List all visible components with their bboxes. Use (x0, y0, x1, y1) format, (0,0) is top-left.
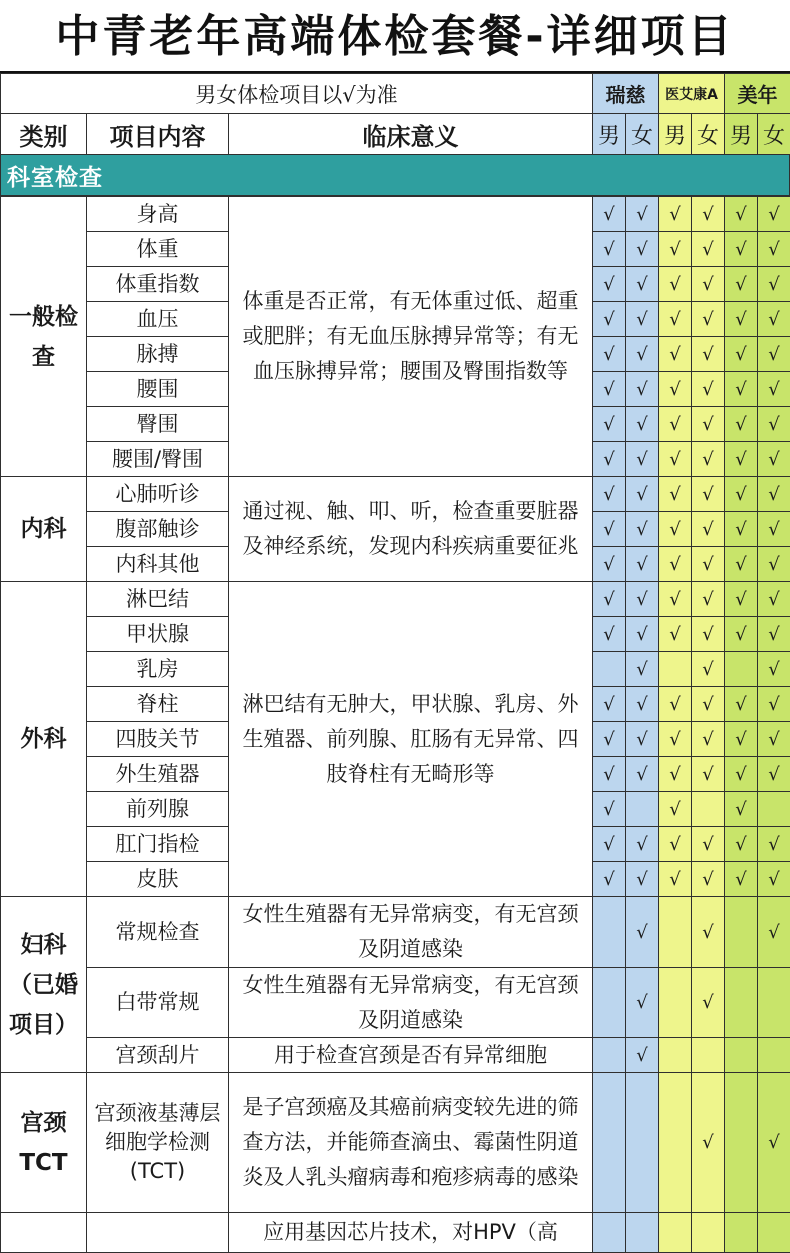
check-mark: √ (658, 406, 692, 442)
check-mark: √ (724, 441, 758, 477)
item-cell: 淋巴结 (86, 581, 229, 617)
check-mark: √ (592, 791, 626, 827)
check-mark: √ (592, 826, 626, 862)
check-mark: √ (691, 406, 725, 442)
male-header: 男 (592, 113, 626, 155)
empty-check-cell (658, 1037, 692, 1073)
check-mark: √ (724, 196, 758, 232)
meaning-cell: 女性生殖器有无异常病变，有无宫颈及阴道感染 (228, 896, 593, 968)
check-mark: √ (592, 861, 626, 897)
empty-check-cell (724, 967, 758, 1038)
category-cell: 外科 (0, 581, 87, 897)
empty-check-cell (625, 1072, 659, 1213)
check-mark: √ (757, 1072, 790, 1213)
check-mark: √ (625, 826, 659, 862)
item-cell: 四肢关节 (86, 721, 229, 757)
check-mark: √ (625, 196, 659, 232)
female-header: 女 (691, 113, 725, 155)
check-mark: √ (757, 651, 790, 687)
check-mark: √ (625, 546, 659, 582)
check-mark: √ (625, 441, 659, 477)
check-mark: √ (625, 301, 659, 337)
category-cell: 宫颈TCT (0, 1072, 87, 1213)
item-cell: 宫颈液基薄层细胞学检测(TCT) (86, 1072, 229, 1213)
check-mark: √ (592, 546, 626, 582)
check-mark: √ (592, 196, 626, 232)
check-mark: √ (625, 861, 659, 897)
check-mark: √ (691, 581, 725, 617)
check-mark: √ (625, 651, 659, 687)
check-mark: √ (625, 231, 659, 267)
check-mark: √ (757, 301, 790, 337)
item-cell: 臀围 (86, 406, 229, 442)
check-mark: √ (691, 826, 725, 862)
check-mark: √ (592, 406, 626, 442)
category-cell (0, 1212, 87, 1253)
check-mark: √ (724, 616, 758, 652)
check-mark: √ (724, 476, 758, 512)
check-mark: √ (625, 581, 659, 617)
item-cell: 身高 (86, 196, 229, 232)
empty-check-cell (724, 651, 758, 687)
item-cell: 腹部触诊 (86, 511, 229, 547)
check-mark: √ (691, 371, 725, 407)
check-mark: √ (757, 441, 790, 477)
check-mark: √ (658, 546, 692, 582)
empty-check-cell (592, 651, 626, 687)
item-cell: 血压 (86, 301, 229, 337)
empty-check-cell (625, 791, 659, 827)
empty-check-cell (625, 1212, 659, 1253)
check-mark: √ (724, 546, 758, 582)
check-mark: √ (691, 1072, 725, 1213)
empty-check-cell (724, 1037, 758, 1073)
item-cell: 肛门指检 (86, 826, 229, 862)
check-mark: √ (757, 861, 790, 897)
check-mark: √ (625, 406, 659, 442)
column-header-meaning: 临床意义 (228, 113, 593, 155)
check-mark: √ (592, 616, 626, 652)
check-mark: √ (592, 231, 626, 267)
item-cell: 甲状腺 (86, 616, 229, 652)
empty-check-cell (592, 896, 626, 968)
check-mark: √ (691, 967, 725, 1038)
category-cell: 内科 (0, 476, 87, 582)
check-mark: √ (592, 721, 626, 757)
empty-check-cell (658, 967, 692, 1038)
check-mark: √ (625, 967, 659, 1038)
check-mark: √ (691, 686, 725, 722)
check-mark: √ (592, 371, 626, 407)
item-cell: 常规检查 (86, 896, 229, 968)
meaning-cell: 是子宫颈癌及其癌前病变较先进的筛查方法，并能筛查滴虫、霉菌性阴道炎及人乳头瘤病毒和疱疹病毒的感染 (228, 1072, 593, 1213)
check-mark: √ (724, 791, 758, 827)
empty-check-cell (691, 1212, 725, 1253)
check-mark: √ (658, 336, 692, 372)
empty-check-cell (592, 967, 626, 1038)
check-mark: √ (658, 686, 692, 722)
check-mark: √ (658, 616, 692, 652)
check-mark: √ (691, 616, 725, 652)
check-mark: √ (724, 861, 758, 897)
empty-check-cell (592, 1072, 626, 1213)
meaning-cell: 应用基因芯片技术，对HPV（高 (228, 1212, 593, 1253)
item-cell: 宫颈刮片 (86, 1037, 229, 1073)
check-mark: √ (658, 721, 692, 757)
check-mark: √ (757, 686, 790, 722)
check-mark: √ (625, 1037, 659, 1073)
check-mark: √ (592, 441, 626, 477)
female-header: 女 (625, 113, 659, 155)
empty-check-cell (757, 967, 790, 1038)
check-mark: √ (757, 266, 790, 302)
check-mark: √ (724, 266, 758, 302)
empty-check-cell (757, 791, 790, 827)
check-mark: √ (757, 476, 790, 512)
check-mark: √ (757, 756, 790, 792)
item-cell: 心肺听诊 (86, 476, 229, 512)
check-mark: √ (658, 476, 692, 512)
meaning-cell: 通过视、触、叩、听，检查重要脏器及神经系统，发现内科疾病重要征兆 (228, 476, 593, 582)
check-mark: √ (625, 476, 659, 512)
item-cell: 体重 (86, 231, 229, 267)
male-header: 男 (658, 113, 692, 155)
check-mark: √ (691, 441, 725, 477)
check-mark: √ (658, 231, 692, 267)
male-header: 男 (724, 113, 758, 155)
check-mark: √ (625, 896, 659, 968)
note-cell: 男女体检项目以√为准 (0, 73, 593, 114)
check-mark: √ (724, 371, 758, 407)
item-cell: 乳房 (86, 651, 229, 687)
empty-check-cell (691, 1037, 725, 1073)
check-mark: √ (592, 686, 626, 722)
category-cell: 妇科（已婚项目） (0, 896, 87, 1073)
check-mark: √ (592, 301, 626, 337)
check-mark: √ (592, 511, 626, 547)
page-title: 中青老年高端体检套餐-详细项目 (0, 0, 790, 73)
section-header: 科室检查 (0, 154, 790, 196)
female-header: 女 (757, 113, 790, 155)
empty-check-cell (757, 1212, 790, 1253)
check-mark: √ (757, 546, 790, 582)
empty-check-cell (724, 1212, 758, 1253)
check-mark: √ (625, 686, 659, 722)
meaning-cell: 淋巴结有无肿大，甲状腺、乳房、外生殖器、前列腺、肛肠有无异常、四肢脊柱有无畸形等 (228, 581, 593, 897)
check-mark: √ (757, 721, 790, 757)
empty-check-cell (757, 1037, 790, 1073)
check-mark: √ (757, 581, 790, 617)
check-mark: √ (724, 406, 758, 442)
check-mark: √ (658, 861, 692, 897)
check-mark: √ (724, 826, 758, 862)
check-mark: √ (592, 756, 626, 792)
check-mark: √ (724, 231, 758, 267)
check-mark: √ (757, 511, 790, 547)
check-mark: √ (724, 336, 758, 372)
meaning-cell: 体重是否正常，有无体重过低、超重或肥胖；有无血压脉搏异常等；有无血压脉搏异常；腰围及臀围指数等 (228, 196, 593, 477)
check-mark: √ (757, 371, 790, 407)
check-mark: √ (691, 231, 725, 267)
check-mark: √ (625, 336, 659, 372)
check-mark: √ (658, 791, 692, 827)
check-mark: √ (625, 371, 659, 407)
check-mark: √ (757, 616, 790, 652)
empty-check-cell (691, 791, 725, 827)
check-mark: √ (658, 301, 692, 337)
item-cell: 脊柱 (86, 686, 229, 722)
empty-check-cell (592, 1037, 626, 1073)
check-mark: √ (691, 756, 725, 792)
column-header-category: 类别 (0, 113, 87, 155)
empty-check-cell (592, 1212, 626, 1253)
item-cell (86, 1212, 229, 1253)
column-header-item: 项目内容 (86, 113, 229, 155)
check-mark: √ (724, 756, 758, 792)
empty-check-cell (658, 1072, 692, 1213)
item-cell: 皮肤 (86, 861, 229, 897)
empty-check-cell (658, 1212, 692, 1253)
package-header: 瑞慈 (592, 73, 659, 114)
item-cell: 体重指数 (86, 266, 229, 302)
category-cell: 一般检查 (0, 196, 87, 477)
check-mark: √ (658, 756, 692, 792)
check-mark: √ (691, 196, 725, 232)
item-cell: 腰围 (86, 371, 229, 407)
check-mark: √ (658, 266, 692, 302)
check-mark: √ (658, 371, 692, 407)
check-mark: √ (625, 756, 659, 792)
check-mark: √ (658, 511, 692, 547)
check-mark: √ (691, 301, 725, 337)
check-mark: √ (691, 476, 725, 512)
check-mark: √ (757, 406, 790, 442)
check-mark: √ (592, 581, 626, 617)
check-mark: √ (658, 441, 692, 477)
check-mark: √ (757, 196, 790, 232)
check-mark: √ (691, 511, 725, 547)
check-mark: √ (658, 196, 692, 232)
empty-check-cell (658, 651, 692, 687)
check-mark: √ (691, 336, 725, 372)
check-mark: √ (691, 266, 725, 302)
check-mark: √ (691, 721, 725, 757)
meaning-cell: 女性生殖器有无异常病变，有无宫颈及阴道感染 (228, 967, 593, 1038)
check-mark: √ (658, 581, 692, 617)
meaning-cell: 用于检查宫颈是否有异常细胞 (228, 1037, 593, 1073)
check-mark: √ (625, 616, 659, 652)
empty-check-cell (724, 1072, 758, 1213)
check-mark: √ (691, 651, 725, 687)
package-header: 美年 (724, 73, 790, 114)
check-mark: √ (625, 721, 659, 757)
empty-check-cell (658, 896, 692, 968)
check-mark: √ (724, 581, 758, 617)
check-mark: √ (757, 231, 790, 267)
check-mark: √ (691, 896, 725, 968)
item-cell: 脉搏 (86, 336, 229, 372)
check-mark: √ (757, 826, 790, 862)
item-cell: 腰围/臀围 (86, 441, 229, 477)
check-mark: √ (592, 476, 626, 512)
check-mark: √ (724, 721, 758, 757)
check-mark: √ (724, 686, 758, 722)
check-mark: √ (625, 266, 659, 302)
item-cell: 前列腺 (86, 791, 229, 827)
check-mark: √ (691, 861, 725, 897)
empty-check-cell (724, 896, 758, 968)
item-cell: 内科其他 (86, 546, 229, 582)
check-mark: √ (757, 336, 790, 372)
check-mark: √ (592, 336, 626, 372)
item-cell: 外生殖器 (86, 756, 229, 792)
check-mark: √ (691, 546, 725, 582)
check-mark: √ (592, 266, 626, 302)
package-header: 医艾康A (658, 73, 725, 114)
check-mark: √ (658, 826, 692, 862)
check-mark: √ (757, 896, 790, 968)
check-mark: √ (724, 301, 758, 337)
check-mark: √ (625, 511, 659, 547)
item-cell: 白带常规 (86, 967, 229, 1038)
check-mark: √ (724, 511, 758, 547)
